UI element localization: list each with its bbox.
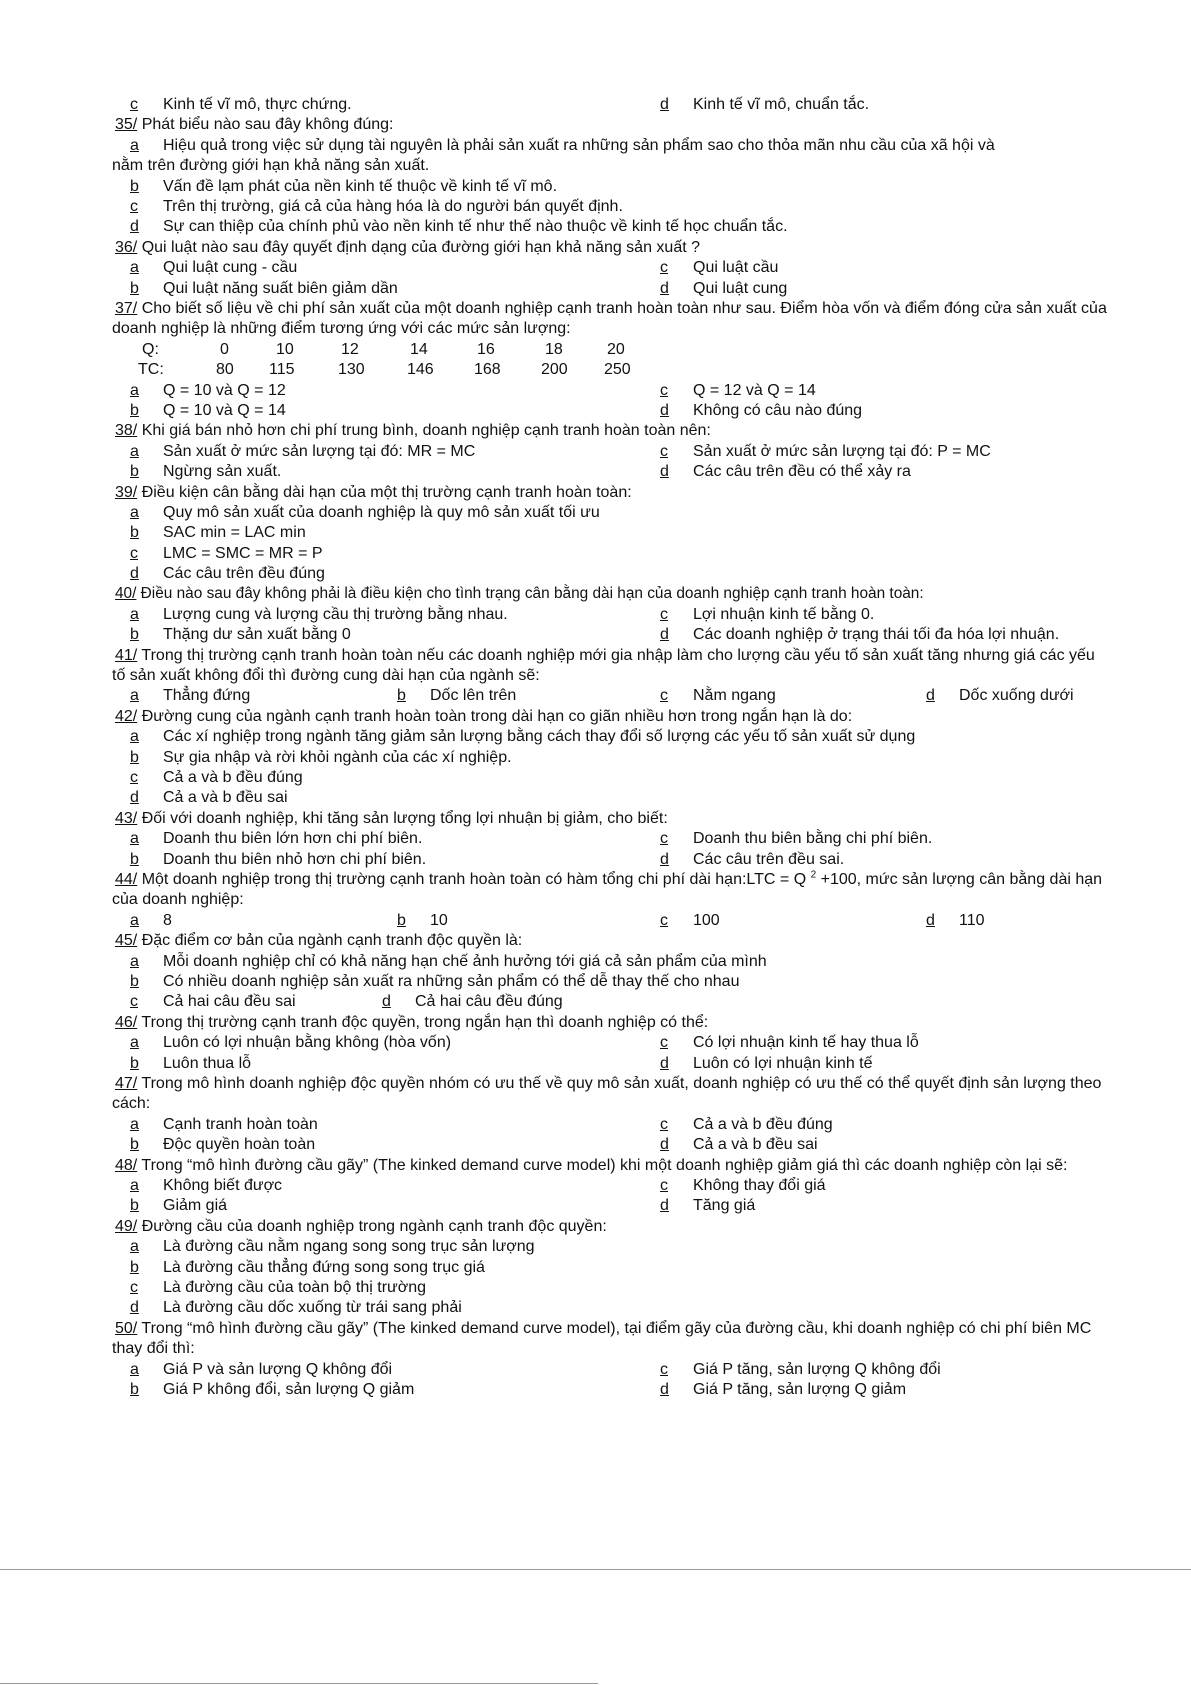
option-d: d Cả a và b đều sai [660,1136,818,1154]
exam-content [112,95,1112,1400]
tc-values-row [112,360,1112,380]
question-45: 45/ Đặc điểm cơ bản của ngành cạnh tranh độc quyền là: [115,932,523,950]
question-37: 37/ Cho biết số liệu về chi phí sản xuất của một doanh nghiệp cạnh tranh hoàn toàn như sau. Điểm hòa vốn và điểm đóng cửa sản xuất của doanh nghiệp là những điểm tương ứng với các mức sản lượng: [112,299,1107,338]
option-c: c Nằm ngang [660,687,776,705]
q-value: 20 [607,340,625,358]
option-b: b Ngừng sản xuất. [130,463,282,481]
option-c: c Không thay đổi giá [660,1177,826,1194]
option-a: a Thẳng đứng [130,687,251,705]
tc-value: 80 [216,361,234,379]
option-c: c Qui luật cầu [660,259,779,277]
question-48: 48/ Trong “mô hình đường cầu gãy” (The kinked demand curve model) khi một doanh nghiệp giảm giá thì các doanh nghiệp còn lại sẽ: [115,1156,1068,1174]
tc-value: 146 [407,361,434,379]
question-35: 35/ Phát biểu nào sau đây không đúng: [115,116,394,134]
option-c: c Sản xuất ở mức sản lượng tại đó: P = MC [660,442,991,460]
option-row [112,95,1112,115]
question-50: 50/ Trong “mô hình đường cầu gãy” (The kinked demand curve model), tại điểm gãy của đường cầu, khi doanh nghiệp có chi phí biên MC thay đổi thì: [112,1319,1092,1358]
option-b: b Có nhiều doanh nghiệp sản xuất ra những sản phẩm có thể dễ thay thế cho nhau [130,973,740,991]
option-d: d Giá P tăng, sản lượng Q giảm [660,1380,907,1398]
q-value: 0 [220,340,229,358]
option-d: d 110 [926,911,985,929]
question-46: 46/ Trong thị trường cạnh tranh độc quyền, trong ngắn hạn thì doanh nghiệp có thể: [115,1013,709,1031]
option-d: d Cả a và b đều sai [130,789,288,807]
option-c: c Kinh tế vĩ mô, thực chứng. [130,96,352,113]
question-36: 36/ Qui luật nào sau đây quyết định dạng của đường giới hạn khả năng sản xuất ? [115,238,701,256]
option-a: a 8 [130,911,172,929]
option-a: a Luôn có lợi nhuận bằng không (hòa vốn) [130,1034,452,1052]
option-a: a Mỗi doanh nghiệp chỉ có khả năng hạn chế ảnh hưởng tới giá cả sản phẩm của mình [130,952,767,970]
option-d: d Tăng giá [660,1197,756,1215]
option-b: b Sự gia nhập và rời khỏi ngành của các xí nghiệp. [130,748,512,766]
option-c: c Cả a và b đều đúng [660,1115,833,1133]
question-41: 41/ Trong thị trường cạnh tranh hoàn toàn nếu các doanh nghiệp mới gia nhập làm cho lượng cầu yếu tố sản xuất tăng nhưng giá các yếu tố sản xuất không đổi thì đường cung dài hạn của ngành sẽ: [112,646,1095,685]
option-c: c LMC = SMC = MR = P [130,544,323,562]
tc-label: TC: [138,361,164,379]
tc-value: 200 [541,361,568,379]
option-d: d Các câu trên đều có thể xảy ra [660,463,911,481]
question-40: 40/ Điều nào sau đây không phải là điều kiện cho tình trạng cân bằng dài hạn của doanh nghiệp cạnh tranh hoàn toàn: [115,585,924,603]
option-c: c Lợi nhuận kinh tế bằng 0. [660,605,875,623]
question-42: 42/ Đường cung của ngành cạnh tranh hoàn toàn trong dài hạn co giãn nhiều hơn trong ngắn hạn là do: [115,707,853,725]
option-c: c Doanh thu biên bằng chi phí biên. [660,830,933,848]
option-c: c Cả hai câu đều sai [130,993,296,1011]
option-c: c Có lợi nhuận kinh tế hay thua lỗ [660,1034,919,1052]
question-38: 38/ Khi giá bán nhỏ hơn chi phí trung bình, doanh nghiệp cạnh tranh hoàn toàn nên: [115,422,711,440]
question-39: 39/ Điều kiện cân bằng dài hạn của một thị trường cạnh tranh hoàn toàn: [115,483,632,501]
option-a: a Không biết được [130,1177,283,1194]
option-c: c 100 [660,911,720,929]
option-c: c Giá P tăng, sản lượng Q không đổi [660,1360,941,1378]
footer-divider [0,1569,1191,1570]
tc-value: 250 [604,361,631,379]
option-c: c Trên thị trường, giá cả của hàng hóa là do người bán quyết định. [130,197,623,215]
option-b: b Vấn đề lạm phát của nền kinh tế thuộc về kinh tế vĩ mô. [130,177,558,195]
option-b: b SAC min = LAC min [130,524,306,542]
option-c: c Là đường cầu của toàn bộ thị trường [130,1278,427,1296]
question-49: 49/ Đường cầu của doanh nghiệp trong ngành cạnh tranh độc quyền: [115,1217,607,1235]
tc-value: 168 [474,361,501,379]
option-b: b 10 [397,911,448,929]
option-a: a Là đường cầu nằm ngang song song trục sản lượng [130,1238,535,1256]
question-43: 43/ Đối với doanh nghiệp, khi tăng sản lượng tổng lợi nhuận bị giảm, cho biết: [115,809,668,827]
option-d: d Dốc xuống dưới [926,687,1074,705]
option-d: d Các doanh nghiệp ở trạng thái tối đa hóa lợi nhuận. [660,626,1060,644]
option-a: a Các xí nghiệp trong ngành tăng giảm sản lượng bằng cách thay đổi số lượng các yếu tố sản xuất sử dụng [130,728,916,746]
option-b: b Là đường cầu thẳng đứng song song trục giá [130,1258,485,1276]
superscript: 2 [810,869,817,881]
option-b: b Giá P không đổi, sản lượng Q giảm [130,1380,415,1398]
option-a: a Cạnh tranh hoàn toàn [130,1115,318,1133]
option-a: a Q = 10 và Q = 12 [130,381,286,399]
q-value: 14 [410,340,428,358]
q-value: 12 [341,340,359,358]
option-d: d Luôn có lợi nhuận kinh tế [660,1054,873,1072]
option-b: b Dốc lên trên [397,687,517,705]
option-b: b Thặng dư sản xuất bằng 0 [130,626,351,644]
option-b: b Độc quyền hoàn toàn [130,1136,316,1154]
option-a: a Lượng cung và lượng cầu thị trường bằng nhau. [130,605,508,623]
option-b: b Qui luật năng suất biên giảm dần [130,279,398,297]
option-c: c Q = 12 và Q = 14 [660,381,816,399]
option-d: d Không có câu nào đúng [660,401,863,419]
option-a: a Hiệu quả trong việc sử dụng tài nguyên là phải sản xuất ra những sản phẩm sao cho thỏa mãn nhu cầu của xã hội và [130,136,995,154]
option-a: a Quy mô sản xuất của doanh nghiệp là quy mô sản xuất tối ưu [130,503,600,521]
option-d: d Kinh tế vĩ mô, chuẩn tắc. [660,96,870,113]
q-value: 10 [276,340,294,358]
option-d: d Sự can thiệp của chính phủ vào nền kinh tế như thế nào thuộc về kinh tế học chuẩn tắc. [130,218,788,236]
option-b: b Doanh thu biên nhỏ hơn chi phí biên. [130,850,427,868]
option-a: a Sản xuất ở mức sản lượng tại đó: MR = MC [130,442,476,460]
q-values-row [112,340,1112,360]
option-c: c Cả a và b đều đúng [130,769,303,787]
option-d: d Các câu trên đều đúng [130,565,325,583]
option-b: b Luôn thua lỗ [130,1054,252,1072]
option-b: b Q = 10 và Q = 14 [130,401,286,419]
question-44: 44/ Một doanh nghiệp trong thị trường cạnh tranh hoàn toàn có hàm tổng chi phí dài hạn:LTC = Q $^2$ +100, mức sản lượng cân bằng dài hạn của doanh nghiệp: [112,869,1103,909]
option-a: a Qui luật cung - cầu [130,259,298,277]
question-47: 47/ Trong mô hình doanh nghiệp độc quyền nhóm có ưu thế về quy mô sản xuất, doanh nghiệp có ưu thế có thể quyết định sản lượng theo cách: [112,1075,1102,1113]
q-value: 18 [545,340,563,358]
option-d: d Cả hai câu đều đúng [382,993,563,1011]
tc-value: 115 [269,361,295,379]
option-a: a Giá P và sản lượng Q không đổi [130,1360,393,1378]
q-label: Q: [142,340,159,358]
option-b: b Giảm giá [130,1197,228,1215]
q-value: 16 [477,340,495,358]
option-d: d Qui luật cung [660,279,788,297]
option-a: a Doanh thu biên lớn hơn chi phí biên. [130,830,423,848]
bottom-divider [0,1683,598,1684]
option-row [112,136,1112,156]
option-d: d Các câu trên đều sai. [660,850,845,868]
tc-value: 130 [338,361,365,379]
option-d: d Là đường cầu dốc xuống từ trái sang phải [130,1299,462,1317]
option-a-continuation: nằm trên đường giới hạn khả năng sản xuất. [112,157,430,175]
